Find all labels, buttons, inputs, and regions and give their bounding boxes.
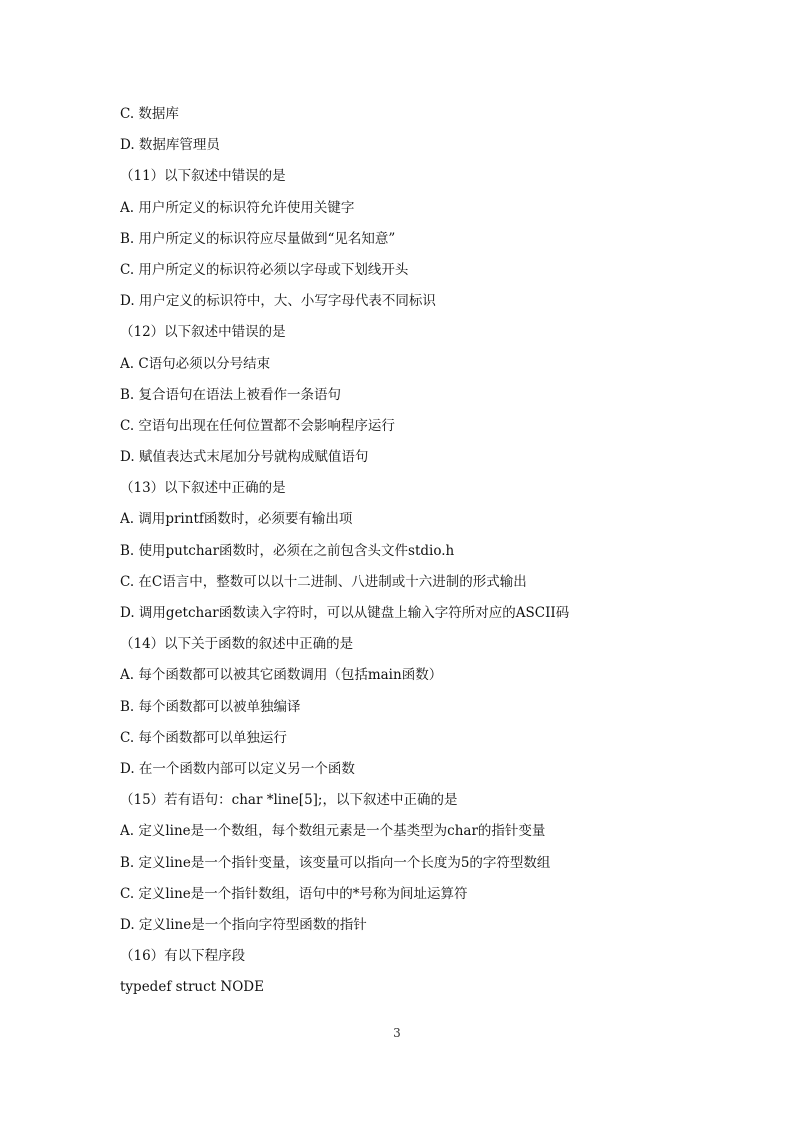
question-stem: （16）有以下程序段: [120, 948, 246, 965]
answer-option: A. 定义line是一个数组，每个数组元素是一个基类型为char的指针变量: [120, 823, 546, 840]
answer-option: C. 每个函数都可以单独运行: [120, 729, 287, 746]
answer-option: D. 赋值表达式末尾加分号就构成赋值语句: [120, 449, 369, 466]
code-line: typedef struct NODE: [120, 979, 264, 996]
answer-option: B. 每个函数都可以被单独编译: [120, 698, 301, 715]
question-stem: （15）若有语句：char *line[5];，以下叙述中正确的是: [120, 792, 458, 809]
answer-option: C. 定义line是一个指针数组，语句中的*号称为间址运算符: [120, 885, 468, 902]
page-number: 3: [393, 1026, 401, 1040]
answer-option: B. 定义line是一个指针变量，该变量可以指向一个长度为5的字符型数组: [120, 854, 551, 871]
question-stem: （12）以下叙述中错误的是: [120, 324, 286, 341]
question-stem: （11）以下叙述中错误的是: [120, 168, 286, 185]
answer-option: A. 每个函数都可以被其它函数调用（包括main函数）: [120, 667, 443, 684]
answer-option: D. 调用getchar函数读入字符时，可以从键盘上输入字符所对应的ASCII码: [120, 605, 570, 621]
answer-option: D. 在一个函数内部可以定义另一个函数: [120, 760, 355, 777]
text-line: D. 数据库管理员: [120, 137, 220, 154]
answer-option: B. 复合语句在语法上被看作一条语句: [120, 386, 342, 403]
answer-option: A. C语句必须以分号结束: [120, 355, 271, 372]
question-stem: （13）以下叙述中正确的是: [120, 480, 286, 497]
answer-option: B. 用户所定义的标识符应尽量做到“见名知意”: [120, 230, 396, 247]
answer-option: A. 用户所定义的标识符允许使用关键字: [120, 199, 355, 216]
answer-option: D. 定义line是一个指向字符型函数的指针: [120, 916, 367, 933]
question-stem: （14）以下关于函数的叙述中正确的是: [120, 636, 354, 653]
answer-option: C. 在C语言中，整数可以以十二进制、八进制或十六进制的形式输出: [120, 573, 527, 590]
answer-option: B. 使用putchar函数时，必须在之前包含头文件stdio.h: [120, 542, 455, 559]
answer-option: A. 调用printf函数时，必须要有输出项: [120, 511, 353, 528]
answer-option: D. 用户定义的标识符中，大、小写字母代表不同标识: [120, 293, 436, 310]
answer-option: C. 空语句出现在任何位置都不会影响程序运行: [120, 417, 395, 434]
answer-option: C. 用户所定义的标识符必须以字母或下划线开头: [120, 261, 409, 278]
text-line: C. 数据库: [120, 106, 179, 122]
document-body: [120, 100, 740, 1004]
